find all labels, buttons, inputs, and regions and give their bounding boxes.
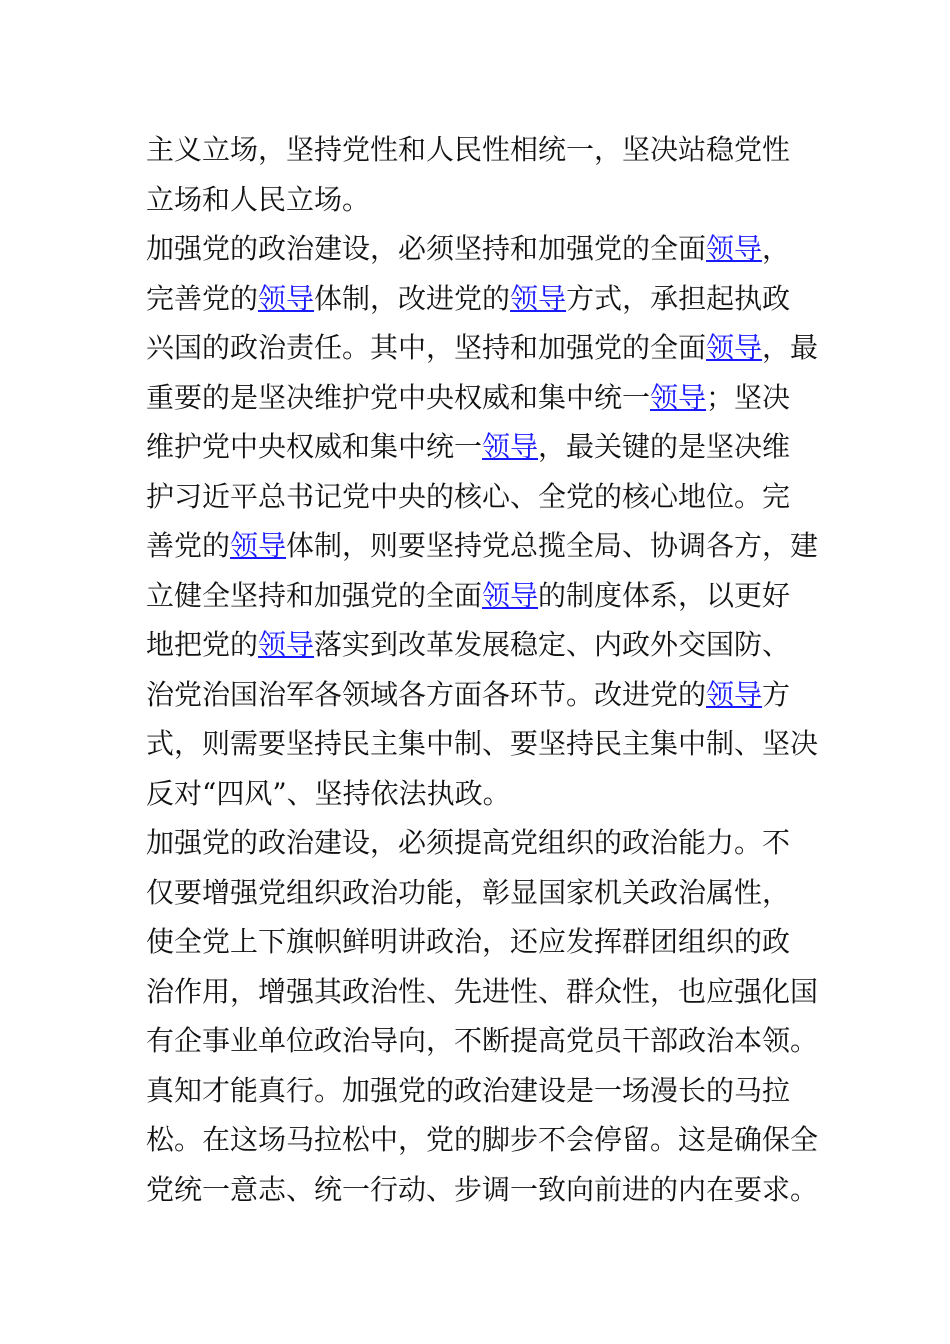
text-run: 党统一意志、统一行动、步调一致向前进的内在要求。 (146, 1172, 819, 1206)
text-line (146, 620, 790, 670)
text-line (146, 868, 790, 918)
text-run: 真知才能真行。加强党的政治建设是一场漫长的马拉 (146, 1073, 791, 1107)
text-run: ；坚决 (706, 380, 791, 414)
text-line (146, 1066, 790, 1116)
text-run: 加强党的政治建设，必须坚持和加强党的全面 (146, 232, 707, 265)
text-line (146, 1016, 818, 1066)
text-run: 立场和人民立场。 (146, 182, 371, 216)
text-line (146, 175, 370, 225)
text-run: 方式，承担起执政 (566, 281, 791, 315)
text-run: 松。在这场马拉松中，党的脚步不会停留。这是确保全 (146, 1123, 819, 1156)
hyperlink-lingdao[interactable]: 领导 (650, 380, 707, 414)
text-line (146, 818, 790, 868)
text-run: 重要的是坚决维护党中央权威和集中统一 (146, 380, 651, 414)
text-run: 方 (762, 677, 791, 711)
text-line (146, 967, 818, 1017)
hyperlink-lingdao[interactable]: 领导 (482, 578, 539, 612)
text-run: 落实到改革发展稳定、内政外交国防、 (314, 628, 791, 661)
text-run: 治党治国治军各领域各方面各环节。改进党的 (146, 677, 707, 711)
text-line (146, 521, 818, 571)
text-run: 体制，改进党的 (314, 281, 511, 315)
text-line (146, 1165, 818, 1215)
text-run: 体制，则要坚持党总揽全局、协调各方，建 (286, 529, 819, 562)
text-run: 兴国的政治责任。其中，坚持和加强党的全面 (146, 331, 707, 364)
text-line (146, 224, 790, 274)
text-line (146, 719, 818, 769)
text-run: 有企事业单位政治导向，不断提高党员干部政治本领。 (146, 1024, 819, 1057)
text-run: 善党的 (146, 529, 231, 562)
text-run: 立健全坚持和加强党的全面 (146, 578, 483, 612)
text-line (146, 125, 790, 175)
text-line (146, 769, 511, 819)
text-line (146, 472, 790, 522)
text-line (146, 1115, 818, 1165)
text-line (146, 571, 790, 621)
text-run: 的制度体系，以更好 (538, 578, 791, 612)
text-run: 完善党的 (146, 281, 259, 315)
text-run: 维护党中央权威和集中统一 (146, 430, 483, 463)
hyperlink-lingdao[interactable]: 领导 (706, 331, 763, 364)
hyperlink-lingdao[interactable]: 领导 (482, 430, 539, 463)
text-line (146, 323, 818, 373)
hyperlink-lingdao[interactable]: 领导 (230, 529, 287, 562)
hyperlink-lingdao[interactable]: 领导 (258, 281, 315, 315)
text-run: 地把党的 (146, 628, 259, 661)
text-run: 仅要增强党组织政治功能，彰显国家机关政治属性， (146, 875, 791, 909)
text-line (146, 670, 790, 720)
hyperlink-lingdao[interactable]: 领导 (706, 677, 763, 711)
text-run: ，最 (762, 331, 819, 364)
text-line (146, 373, 790, 423)
text-run: 使全党上下旗帜鲜明讲政治，还应发挥群团组织的政 (146, 925, 791, 958)
hyperlink-lingdao[interactable]: 领导 (706, 232, 763, 265)
text-line (146, 274, 790, 324)
text-run: ， (762, 232, 791, 265)
text-run: 加强党的政治建设，必须提高党组织的政治能力。不 (146, 826, 791, 859)
text-run: 治作用，增强其政治性、先进性、群众性，也应强化国 (146, 974, 819, 1008)
hyperlink-lingdao[interactable]: 领导 (510, 281, 567, 315)
text-line (146, 422, 790, 472)
text-run: 护习近平总书记党中央的核心、全党的核心地位。完 (146, 479, 791, 513)
text-run: ，最关键的是坚决维 (538, 430, 791, 463)
text-line (146, 917, 790, 967)
hyperlink-lingdao[interactable]: 领导 (258, 628, 315, 661)
text-run: 反对“四风”、坚持依法执政。 (146, 776, 511, 810)
text-run: 式，则需要坚持民主集中制、要坚持民主集中制、坚决 (146, 727, 819, 760)
text-run: 主义立场，坚持党性和人民性相统一，坚决站稳党性 (146, 133, 791, 166)
